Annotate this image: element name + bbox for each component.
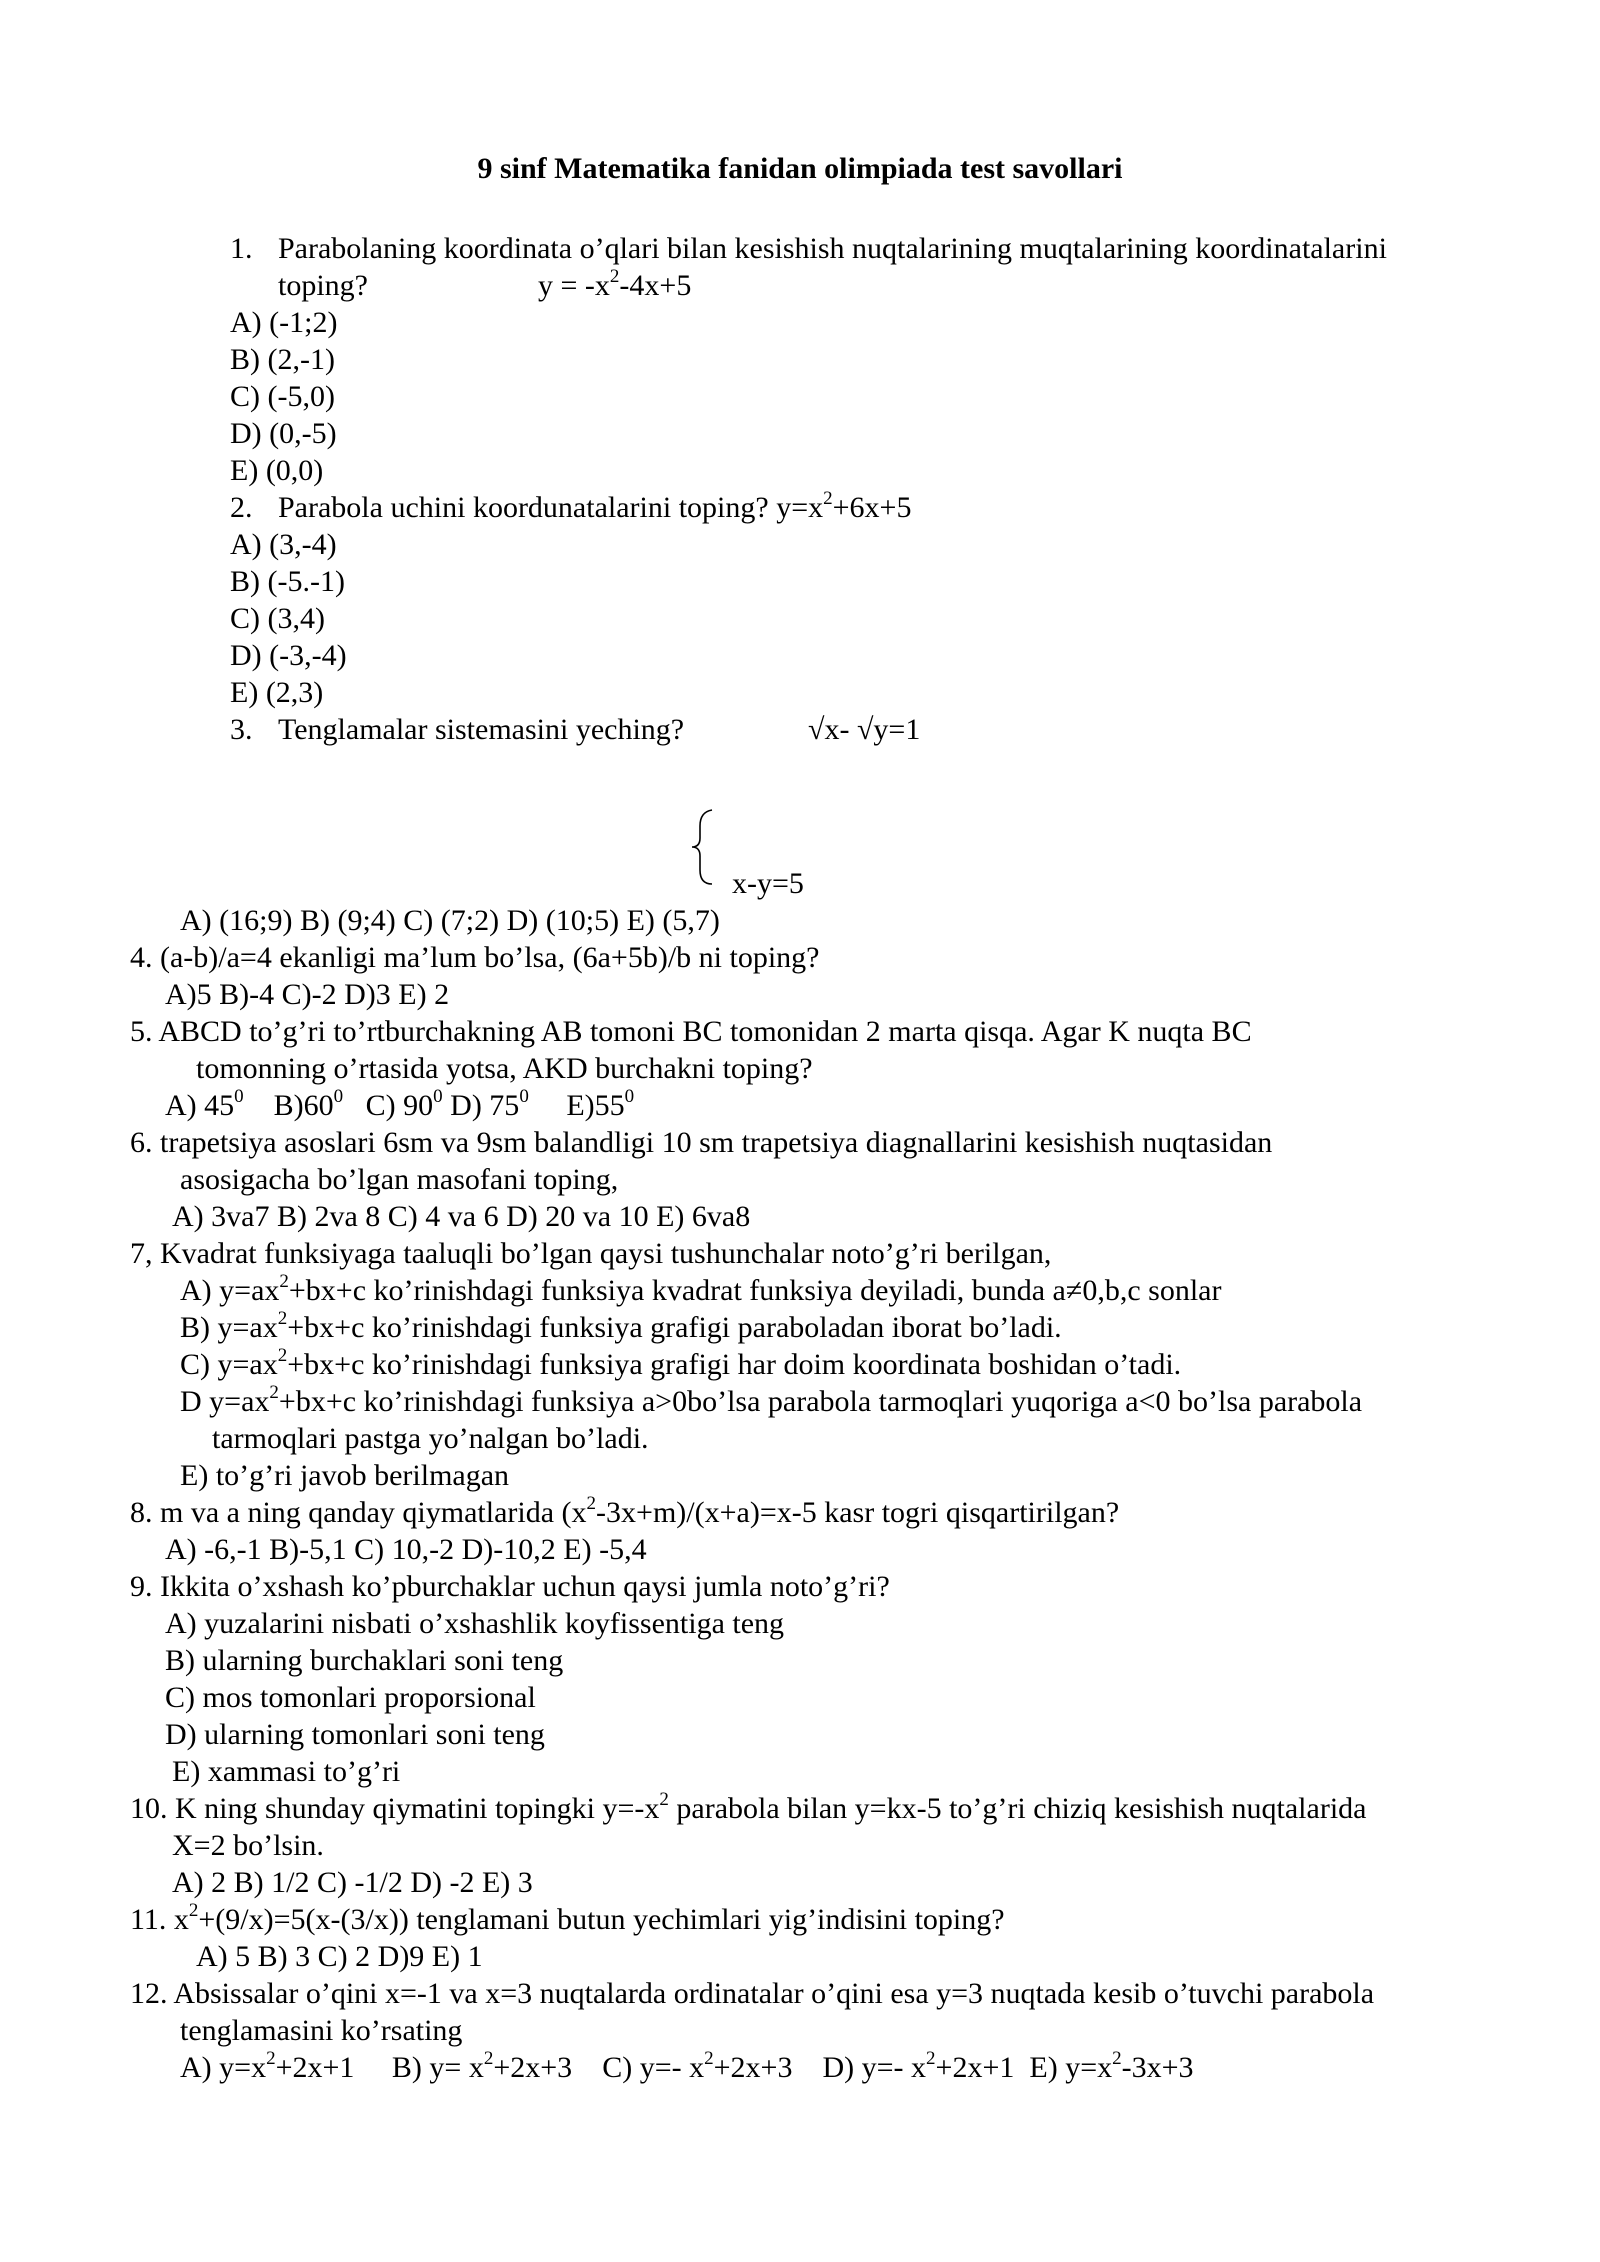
q9-option-c: C) mos tomonlari proporsional bbox=[165, 1681, 536, 1714]
q9-option-d: D) ularning tomonlari soni teng bbox=[165, 1718, 545, 1751]
q2-option-c: C) (3,4) bbox=[230, 602, 325, 635]
q3-equation-2: x-y=5 bbox=[732, 867, 804, 900]
q2-text: Parabola uchini koordunatalarini toping? $y=x^2+6x+5$ bbox=[278, 488, 912, 524]
q1-number: 1. bbox=[230, 232, 253, 265]
q8-options: A) -6,-1 B)-5,1 C) 10,-2 D)-10,2 E) -5,4 bbox=[165, 1533, 647, 1566]
q1-option-d: D) (0,-5) bbox=[230, 417, 337, 450]
q9-option-b: B) ularning burchaklari soni teng bbox=[165, 1644, 564, 1677]
q7-option-c: C) $y=ax^2+bx+c$ ko’rinishdagi funksiya grafigi har doim koordinata boshidan o’tadi. bbox=[180, 1345, 1182, 1381]
q9-option-e: E) xammasi to’g’ri bbox=[172, 1755, 401, 1788]
q4-options: A)5 B)-4 C)-2 D)3 E) 2 bbox=[165, 978, 450, 1011]
q5-text-line1: 5. ABCD to’g’ri to’rtburchakning AB tomoni BC tomonidan 2 marta qisqa. Agar K nuqta BC bbox=[130, 1015, 1252, 1048]
q7-option-e: E) to’g’ri javob berilmagan bbox=[180, 1459, 510, 1492]
q7-option-b: B) $y=ax^2+bx+c$ ko’rinishdagi funksiya grafigi paraboladan iborat bo’ladi. bbox=[180, 1308, 1062, 1344]
q8-text: 8. m va a ning qanday qiymatlarida $(x^2-3x+m)/(x+a)=x-5$ kasr togri qisqartirilgan? bbox=[130, 1493, 1120, 1529]
page-title: 9 sinf Matematika fanidan olimpiada test savollari bbox=[477, 152, 1123, 185]
q6-text-line2: asosigacha bo’lgan masofani toping, bbox=[180, 1163, 619, 1196]
q7-option-d: D $y=ax^2+bx+c$ ko’rinishdagi funksiya a>0bo’lsa parabola tarmoqlari yuqoriga a<0 bo’lsa parabola bbox=[180, 1382, 1363, 1418]
q9-text: 9. Ikkita o’xshash ko’pburchaklar uchun qaysi jumla noto’g’ri? bbox=[130, 1570, 890, 1603]
q7-option-a: A) $y=ax^2+bx+c$ ko’rinishdagi funksiya kvadrat funksiya deyiladi, bunda a≠0,b,c sonlar bbox=[180, 1271, 1222, 1307]
q10-text-line2: X=2 bo’lsin. bbox=[172, 1829, 324, 1862]
q1-text-line2: toping? bbox=[278, 269, 368, 302]
q2-option-b: B) (-5.-1) bbox=[230, 565, 345, 598]
q11-text: 11. $x^2+(9/x)=5(x-(3/x))$ tenglamani butun yechimlari yig’indisini toping? bbox=[130, 1900, 1005, 1936]
system-brace-icon bbox=[688, 808, 718, 886]
q3-text: Tenglamalar sistemasini yeching? bbox=[278, 713, 685, 746]
q10-options: A) 2 B) 1/2 C) -1/2 D) -2 E) 3 bbox=[172, 1866, 533, 1899]
q3-number: 3. bbox=[230, 713, 253, 746]
q3-equation-1: √x- √y=1 bbox=[808, 713, 921, 746]
q1-option-e: E) (0,0) bbox=[230, 454, 324, 487]
q7-option-d-line2: tarmoqlari pastga yo’nalgan bo’ladi. bbox=[212, 1422, 649, 1455]
q7-text: 7, Kvadrat funksiyaga taaluqli bo’lgan qaysi tushunchalar noto’g’ri berilgan, bbox=[130, 1237, 1052, 1270]
q5-text-line2: tomonning o’rtasida yotsa, AKD burchakni toping? bbox=[196, 1052, 813, 1085]
q12-options: A) $y=x^2+2x+1$ B) $y= x^2+2x+3$ C) y=- $x^2+2x+3$ D) y=- $x^2+2x+1$ E) $y=x^2-3x+3$ bbox=[180, 2048, 1194, 2084]
q1-option-c: C) (-5,0) bbox=[230, 380, 335, 413]
q11-options: A) 5 B) 3 C) 2 D)9 E) 1 bbox=[196, 1940, 483, 1973]
q2-number: 2. bbox=[230, 491, 253, 524]
q6-options: A) 3va7 B) 2va 8 C) 4 va 6 D) 20 va 10 E) 6va8 bbox=[172, 1200, 751, 1233]
q1-text-line1: Parabolaning koordinata o’qlari bilan kesishish nuqtalarining muqtalarining koordinatalarini bbox=[278, 232, 1387, 265]
q2-option-d: D) (-3,-4) bbox=[230, 639, 347, 672]
q9-option-a: A) yuzalarini nisbati o’xshashlik koyfissentiga teng bbox=[165, 1607, 785, 1640]
q12-text-line2: tenglamasini ko’rsating bbox=[180, 2014, 463, 2047]
q1-option-a: A) (-1;2) bbox=[230, 306, 338, 339]
q12-text-line1: 12. Absissalar o’qini x=-1 va x=3 nuqtalarda ordinatalar o’qini esa y=3 nuqtada kesib o’tuvchi parabola bbox=[130, 1977, 1375, 2010]
q3-options: A) (16;9) B) (9;4) C) (7;2) D) (10;5) E) (5,7) bbox=[180, 904, 720, 937]
q1-formula: $y = -x^2-4x+5$ bbox=[538, 266, 692, 302]
q4-text: 4. (a-b)/a=4 ekanligi ma’lum bo’lsa, (6a+5b)/b ni toping? bbox=[130, 941, 820, 974]
q5-options: A) $45^0$ $B)60^0$ C) $90^0$ D) $75^0$ $E)55^0$ bbox=[165, 1086, 635, 1122]
q10-text-line1: 10. K ning shunday qiymatini topingki $y=-x^2$ parabola bilan y=kx-5 to’g’ri chiziq kesishish nuqtalarida bbox=[130, 1789, 1367, 1825]
q2-option-a: A) (3,-4) bbox=[230, 528, 337, 561]
q2-option-e: E) (2,3) bbox=[230, 676, 324, 709]
q6-text-line1: 6. trapetsiya asoslari 6sm va 9sm balandligi 10 sm trapetsiya diagnallarini kesishish nuqtasidan bbox=[130, 1126, 1273, 1159]
q1-option-b: B) (2,-1) bbox=[230, 343, 335, 376]
